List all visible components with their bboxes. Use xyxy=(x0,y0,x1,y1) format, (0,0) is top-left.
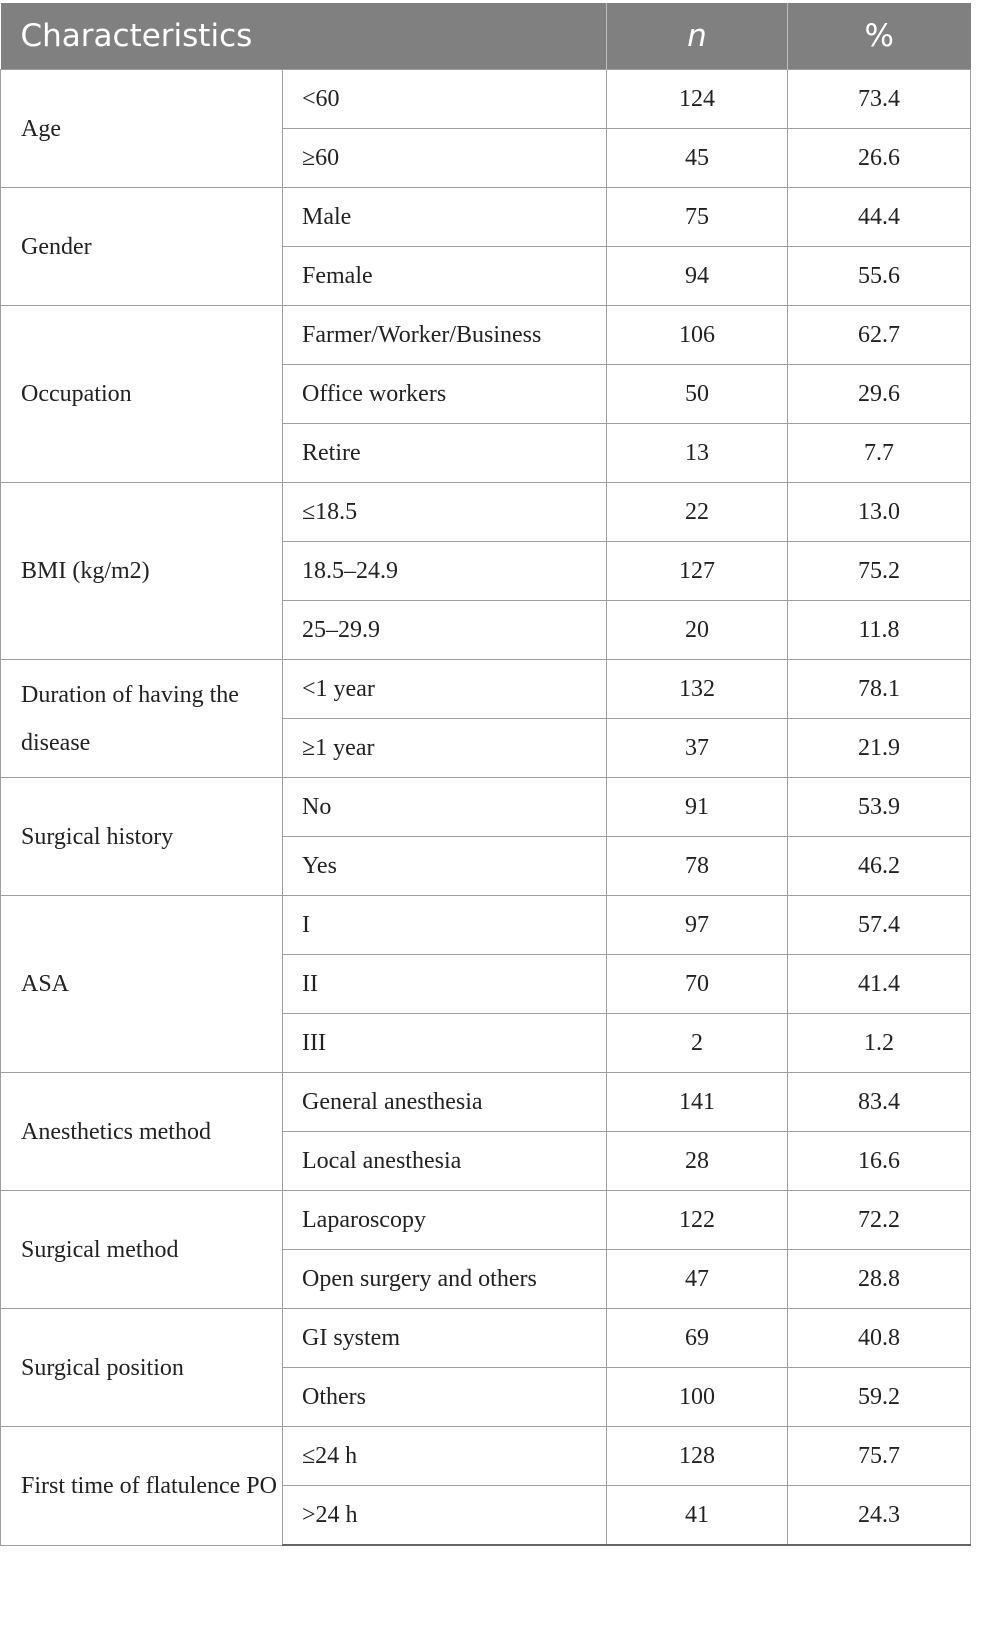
count-cell: 70 xyxy=(607,955,788,1014)
table-row xyxy=(1,1309,971,1368)
percent-cell: 41.4 xyxy=(788,955,971,1014)
table-row xyxy=(1,1073,971,1132)
group-label: First time of flatulence PO xyxy=(1,1427,283,1546)
count-cell: 28 xyxy=(607,1132,788,1191)
characteristics-table xyxy=(0,3,971,1546)
subcategory-cell: <1 year xyxy=(283,660,607,719)
percent-cell: 62.7 xyxy=(788,306,971,365)
table-row xyxy=(1,1191,971,1250)
table-row xyxy=(1,896,971,955)
percent-cell: 46.2 xyxy=(788,837,971,896)
count-cell: 75 xyxy=(607,188,788,247)
table-header xyxy=(1,3,971,70)
percent-cell: 11.8 xyxy=(788,601,971,660)
count-cell: 97 xyxy=(607,896,788,955)
count-cell: 41 xyxy=(607,1486,788,1546)
group-label: Gender xyxy=(1,188,283,306)
count-cell: 122 xyxy=(607,1191,788,1250)
count-cell: 106 xyxy=(607,306,788,365)
subcategory-cell: ≥60 xyxy=(283,129,607,188)
count-cell: 37 xyxy=(607,719,788,778)
count-cell: 50 xyxy=(607,365,788,424)
subcategory-cell: 25–29.9 xyxy=(283,601,607,660)
percent-cell: 73.4 xyxy=(788,70,971,129)
percent-cell: 40.8 xyxy=(788,1309,971,1368)
count-cell: 22 xyxy=(607,483,788,542)
count-cell: 91 xyxy=(607,778,788,837)
percent-cell: 29.6 xyxy=(788,365,971,424)
percent-cell: 53.9 xyxy=(788,778,971,837)
table-row xyxy=(1,188,971,247)
percent-cell: 1.2 xyxy=(788,1014,971,1073)
count-cell: 141 xyxy=(607,1073,788,1132)
group-label: Surgical position xyxy=(1,1309,283,1427)
header-n: n xyxy=(607,3,788,70)
count-cell: 69 xyxy=(607,1309,788,1368)
percent-cell: 13.0 xyxy=(788,483,971,542)
subcategory-cell: Others xyxy=(283,1368,607,1427)
count-cell: 13 xyxy=(607,424,788,483)
percent-cell: 16.6 xyxy=(788,1132,971,1191)
subcategory-cell: I xyxy=(283,896,607,955)
subcategory-cell: No xyxy=(283,778,607,837)
table-row xyxy=(1,778,971,837)
percent-cell: 57.4 xyxy=(788,896,971,955)
count-cell: 127 xyxy=(607,542,788,601)
header-row xyxy=(1,3,971,70)
subcategory-cell: GI system xyxy=(283,1309,607,1368)
subcategory-cell: ≥1 year xyxy=(283,719,607,778)
percent-cell: 59.2 xyxy=(788,1368,971,1427)
subcategory-cell: II xyxy=(283,955,607,1014)
subcategory-cell: 18.5–24.9 xyxy=(283,542,607,601)
table-row xyxy=(1,306,971,365)
group-label: Duration of having the disease xyxy=(1,660,283,778)
subcategory-cell: Open surgery and others xyxy=(283,1250,607,1309)
subcategory-cell: <60 xyxy=(283,70,607,129)
table-row xyxy=(1,483,971,542)
subcategory-cell: III xyxy=(283,1014,607,1073)
percent-cell: 28.8 xyxy=(788,1250,971,1309)
subcategory-cell: ≤18.5 xyxy=(283,483,607,542)
subcategory-cell: General anesthesia xyxy=(283,1073,607,1132)
group-label: Surgical method xyxy=(1,1191,283,1309)
header-percent: % xyxy=(788,3,971,70)
group-label: Anesthetics method xyxy=(1,1073,283,1191)
count-cell: 128 xyxy=(607,1427,788,1486)
count-cell: 2 xyxy=(607,1014,788,1073)
subcategory-cell: Local anesthesia xyxy=(283,1132,607,1191)
subcategory-cell: Laparoscopy xyxy=(283,1191,607,1250)
count-cell: 94 xyxy=(607,247,788,306)
percent-cell: 78.1 xyxy=(788,660,971,719)
percent-cell: 7.7 xyxy=(788,424,971,483)
count-cell: 132 xyxy=(607,660,788,719)
subcategory-cell: Female xyxy=(283,247,607,306)
table-body xyxy=(1,70,971,1546)
count-cell: 45 xyxy=(607,129,788,188)
percent-cell: 83.4 xyxy=(788,1073,971,1132)
group-label: ASA xyxy=(1,896,283,1073)
count-cell: 78 xyxy=(607,837,788,896)
percent-cell: 21.9 xyxy=(788,719,971,778)
group-label: BMI (kg/m2) xyxy=(1,483,283,660)
count-cell: 47 xyxy=(607,1250,788,1309)
subcategory-cell: Office workers xyxy=(283,365,607,424)
group-label: Age xyxy=(1,70,283,188)
percent-cell: 55.6 xyxy=(788,247,971,306)
table-row xyxy=(1,70,971,129)
characteristics-table-container xyxy=(0,3,970,1546)
count-cell: 20 xyxy=(607,601,788,660)
subcategory-cell: Retire xyxy=(283,424,607,483)
header-characteristics: Characteristics xyxy=(1,3,607,70)
count-cell: 124 xyxy=(607,70,788,129)
percent-cell: 72.2 xyxy=(788,1191,971,1250)
percent-cell: 75.2 xyxy=(788,542,971,601)
table-row xyxy=(1,660,971,719)
table-row xyxy=(1,1427,971,1486)
group-label: Surgical history xyxy=(1,778,283,896)
subcategory-cell: Farmer/Worker/Business xyxy=(283,306,607,365)
count-cell: 100 xyxy=(607,1368,788,1427)
group-label: Occupation xyxy=(1,306,283,483)
subcategory-cell: ≤24 h xyxy=(283,1427,607,1486)
percent-cell: 44.4 xyxy=(788,188,971,247)
subcategory-cell: Yes xyxy=(283,837,607,896)
percent-cell: 26.6 xyxy=(788,129,971,188)
percent-cell: 75.7 xyxy=(788,1427,971,1486)
subcategory-cell: Male xyxy=(283,188,607,247)
subcategory-cell: >24 h xyxy=(283,1486,607,1546)
percent-cell: 24.3 xyxy=(788,1486,971,1546)
